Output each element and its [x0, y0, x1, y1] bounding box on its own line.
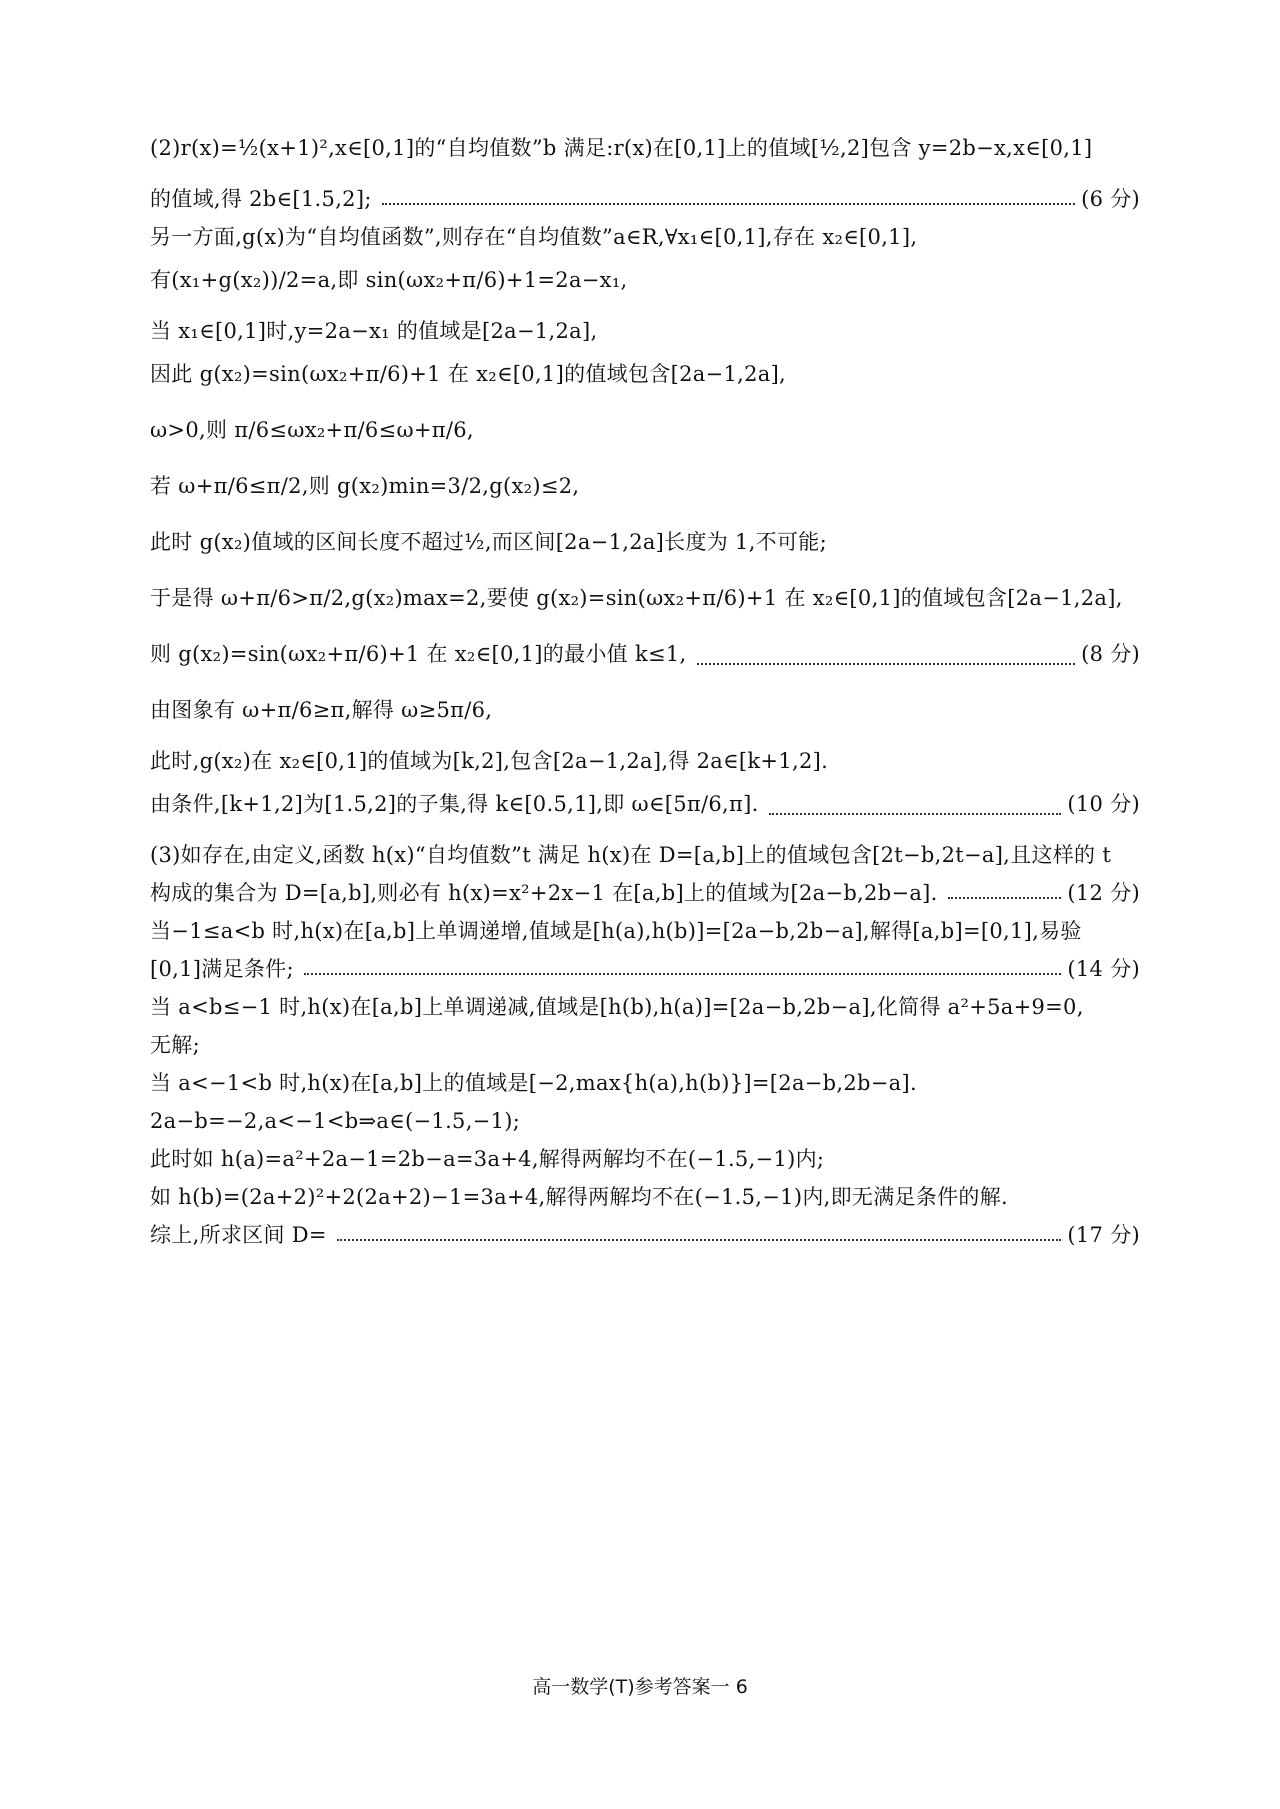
solution-line: [150, 1068, 1140, 1098]
solution-line: [150, 354, 1140, 394]
solution-line-text: 构成的集合为 D=[a,b],则必有 h(x)=x²+2x−1 在[a,b]上的值域为[2a−b,2b−a].: [150, 881, 938, 905]
solution-line: [150, 260, 1140, 300]
solution-line-text: 当 a<b≤−1 时,h(x)在[a,b]上单调递减,值域是[h(b),h(a)]=[2a−b,2b−a],化简得 a²+5a+9=0,: [150, 995, 1084, 1019]
solution-text: [150, 128, 1140, 1258]
solution-line: [150, 1182, 1140, 1212]
solution-line-text: 有(x₁+g(x₂))/2=a,即 sin(ωx₂+π/6)+1=2a−x₁,: [150, 268, 628, 292]
solution-line-text: 则 g(x₂)=sin(ωx₂+π/6)+1 在 x₂∈[0,1]的最小值 k≤1,: [150, 642, 687, 666]
solution-line-text: 如 h(b)=(2a+2)²+2(2a+2)−1=3a+4,解得两解均不在(−1.5,−1)内,即无满足条件的解.: [150, 1185, 1008, 1209]
leader-dots: [769, 784, 1062, 815]
solution-line-text: 由图象有 ω+π/6≥π,解得 ω≥5π/6,: [150, 698, 493, 722]
page-footer: 高一数学(T)参考答案一 6: [532, 1676, 748, 1698]
solution-line-text: 于是得 ω+π/6>π/2,g(x₂)max=2,要使 g(x₂)=sin(ωx₂+π/6)+1 在 x₂∈[0,1]的值域包含[2a−1,2a],: [150, 586, 1123, 610]
solution-line: [150, 746, 1140, 776]
leader-dots: [382, 184, 1075, 205]
solution-line: [150, 634, 1140, 674]
solution-line: [150, 1106, 1140, 1136]
solution-line: [150, 784, 1140, 824]
solution-line-text: ω>0,则 π/6≤ωx₂+π/6≤ω+π/6,: [150, 418, 474, 442]
leader-dots: [697, 634, 1076, 665]
solution-line-text: 因此 g(x₂)=sin(ωx₂+π/6)+1 在 x₂∈[0,1]的值域包含[2a−1,2a],: [150, 362, 787, 386]
solution-line-text: 无解;: [150, 1033, 200, 1057]
solution-line: [150, 1144, 1140, 1174]
solution-line: [150, 578, 1140, 618]
solution-line-text: 此时如 h(a)=a²+2a−1=2b−a=3a+4,解得两解均不在(−1.5,−1)内;: [150, 1147, 825, 1171]
leader-dots: [304, 954, 1062, 975]
solution-line-text: [0,1]满足条件;: [150, 957, 294, 981]
leader-dots: [337, 1220, 1062, 1241]
solution-line-text: (2)r(x)=½(x+1)²,x∈[0,1]的“自均值数”b 满足:r(x)在[0,1]上的值域[½,2]包含 y=2b−x,x∈[0,1]: [150, 136, 1093, 160]
score-points: (12 分): [1067, 881, 1140, 905]
solution-line: [150, 878, 1140, 908]
solution-line: [150, 1220, 1140, 1250]
solution-line-text: 若 ω+π/6≤π/2,则 g(x₂)min=3/2,g(x₂)≤2,: [150, 474, 580, 498]
solution-line: [150, 992, 1140, 1022]
solution-line-text: 当−1≤a<b 时,h(x)在[a,b]上单调递增,值域是[h(a),h(b)]=[2a−b,2b−a],解得[a,b]=[0,1],易验: [150, 919, 1082, 943]
solution-line: [150, 690, 1140, 730]
score-points: (17 分): [1067, 1223, 1140, 1247]
solution-line-text: 综上,所求区间 D=: [150, 1223, 327, 1247]
solution-line: [150, 916, 1140, 946]
score-points: (6 分): [1081, 187, 1140, 211]
solution-line-text: 另一方面,g(x)为“自均值函数”,则存在“自均值数”a∈R,∀x₁∈[0,1],存在 x₂∈[0,1],: [150, 225, 918, 249]
solution-line: [150, 1030, 1140, 1060]
solution-line-text: 此时,g(x₂)在 x₂∈[0,1]的值域为[k,2],包含[2a−1,2a],得 2a∈[k+1,2].: [150, 749, 829, 773]
solution-line: [150, 222, 1140, 252]
solution-line-text: 当 a<−1<b 时,h(x)在[a,b]上的值域是[−2,max{h(a),h(b)}]=[2a−b,2b−a].: [150, 1071, 917, 1095]
score-points: (10 分): [1067, 792, 1140, 816]
solution-line-text: 2a−b=−2,a<−1<b⇒a∈(−1.5,−1);: [150, 1109, 521, 1133]
solution-line: [150, 316, 1140, 346]
solution-line: [150, 840, 1140, 870]
solution-line-text: (3)如存在,由定义,函数 h(x)“自均值数”t 满足 h(x)在 D=[a,b]上的值域包含[2t−b,2t−a],且这样的 t: [150, 843, 1112, 867]
solution-line: [150, 184, 1140, 214]
solution-line: [150, 128, 1140, 168]
score-points: (8 分): [1081, 642, 1140, 666]
solution-line-text: 此时 g(x₂)值域的区间长度不超过½,而区间[2a−1,2a]长度为 1,不可能;: [150, 530, 827, 554]
solution-line: [150, 410, 1140, 450]
solution-line-text: 的值域,得 2b∈[1.5,2];: [150, 187, 372, 211]
solution-line: [150, 466, 1140, 506]
solution-line-text: 当 x₁∈[0,1]时,y=2a−x₁ 的值域是[2a−1,2a],: [150, 319, 598, 343]
solution-line: [150, 522, 1140, 562]
solution-line-text: 由条件,[k+1,2]为[1.5,2]的子集,得 k∈[0.5,1],即 ω∈[5π/6,π].: [150, 792, 759, 816]
solution-line: [150, 954, 1140, 984]
leader-dots: [948, 878, 1062, 899]
score-points: (14 分): [1067, 957, 1140, 981]
